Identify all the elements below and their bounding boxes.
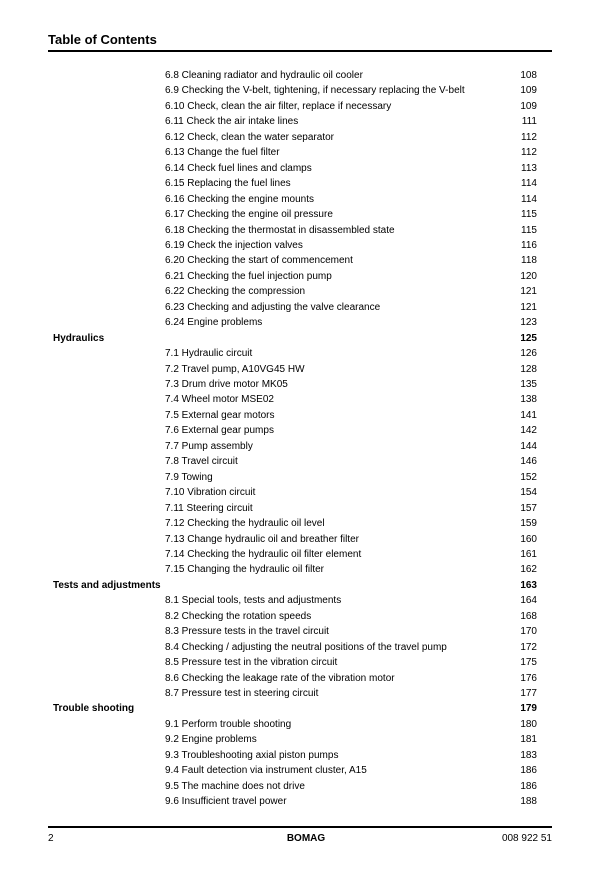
toc-entry-title: 6.11 Check the air intake lines [165,116,299,128]
toc-entry[interactable] [0,207,612,222]
toc-entry-title: 6.23 Checking and adjusting the valve clearance [165,301,381,313]
toc-entry[interactable] [0,671,612,686]
toc-entry-title: 7.11 Steering circuit [165,502,253,514]
toc-page-number: 120 [520,270,537,282]
toc-entry-title: 6.10 Check, clean the air filter, replace if necessary [165,100,392,112]
toc-entry-title: 6.24 Engine problems [165,317,263,329]
toc-page-number: 161 [520,548,537,560]
toc-page-number: 125 [520,332,537,344]
toc-entry-title: 8.3 Pressure tests in the travel circuit [165,626,329,638]
toc-entry[interactable] [0,83,612,98]
toc-page-number: 114 [521,178,537,190]
footer-page-number: 2 [48,833,54,844]
toc-entry[interactable] [0,763,612,778]
toc-entry[interactable] [0,624,612,639]
toc-entry-title: 7.13 Change hydraulic oil and breather filter [165,533,360,545]
toc-page-number: 157 [520,502,537,514]
toc-section-title: Tests and adjustments [53,579,161,591]
toc-page-number: 160 [520,533,537,545]
toc-page-number: 109 [520,85,537,97]
toc-entry[interactable] [0,192,612,207]
toc-page-number: 186 [520,780,537,792]
toc-page-number: 115 [521,224,537,236]
toc-entry-title: 7.2 Travel pump, A10VG45 HW [165,363,305,375]
toc-page-number: 163 [520,579,537,591]
toc-entry[interactable] [0,794,612,809]
toc-entry[interactable] [0,145,612,160]
toc-entry[interactable] [0,68,612,83]
toc-entry[interactable] [0,470,612,485]
toc-entry[interactable] [0,130,612,145]
toc-page-number: 181 [520,734,537,746]
toc-entry[interactable] [0,454,612,469]
toc-entry-title: 9.2 Engine problems [165,734,257,746]
footer-rule [48,826,552,828]
toc-entry-title: 7.8 Travel circuit [165,456,238,468]
toc-page-number: 138 [520,394,537,406]
toc-entry-title: 8.2 Checking the rotation speeds [165,610,312,622]
toc-page-number: 172 [520,641,537,653]
toc-page-number: 112 [521,131,537,143]
toc-entry[interactable] [0,223,612,238]
toc-page-number: 123 [520,317,537,329]
toc-entry-title: 6.18 Checking the thermostat in disassembled state [165,224,395,236]
toc-entry[interactable] [0,717,612,732]
toc-entry[interactable] [0,779,612,794]
toc-entry-title: 7.15 Changing the hydraulic oil filter [165,564,324,576]
toc-entry[interactable] [0,284,612,299]
toc-entry-title: 6.22 Checking the compression [165,286,306,298]
toc-entry-title: 9.1 Perform trouble shooting [165,718,292,730]
toc-entry[interactable] [0,748,612,763]
toc-entry-title: 7.6 External gear pumps [165,425,274,437]
toc-entry-title: 6.14 Check fuel lines and clamps [165,162,312,174]
toc-entry[interactable] [0,392,612,407]
toc-section-heading[interactable] [0,578,612,593]
toc-page-number: 154 [520,487,537,499]
toc-page-number: 176 [520,672,537,684]
toc-entry-title: 7.4 Wheel motor MSE02 [165,394,274,406]
toc-page-number: 162 [520,564,537,576]
toc-entry[interactable] [0,300,612,315]
page-title: Table of Contents [48,32,157,47]
toc-entry-title: 6.16 Checking the engine mounts [165,193,314,205]
toc-entry-title: 6.13 Change the fuel filter [165,147,280,159]
toc-page-number: 113 [521,162,537,174]
toc-entry-title: 7.10 Vibration circuit [165,487,256,499]
toc-entry-title: 8.4 Checking / adjusting the neutral positions of the travel pump [165,641,447,653]
toc-entry-title: 7.5 External gear motors [165,409,275,421]
toc-entry[interactable] [0,423,612,438]
toc-entry[interactable] [0,377,612,392]
footer-document-number: 008 922 51 [501,833,552,844]
toc-page-number: 115 [521,209,537,221]
toc-entry-title: 8.5 Pressure test in the vibration circuit [165,657,338,669]
toc-entry-title: 7.7 Pump assembly [165,440,253,452]
toc-page-number: 121 [520,286,537,298]
toc-page-number: 168 [520,610,537,622]
toc-entry[interactable] [0,640,612,655]
toc-page-number: 144 [520,440,537,452]
toc-entry[interactable] [0,161,612,176]
toc-entry[interactable] [0,485,612,500]
toc-entry-title: 6.20 Checking the start of commencement [165,255,353,267]
toc-entry-title: 6.19 Check the injection valves [165,239,303,251]
toc-entry-title: 8.6 Checking the leakage rate of the vibration motor [165,672,395,684]
toc-page-number: 128 [520,363,537,375]
toc-entry[interactable] [0,593,612,608]
toc-entry-title: 6.12 Check, clean the water separator [165,131,334,143]
toc-page-number: 180 [520,718,537,730]
toc-entry-title: 6.9 Checking the V-belt, tightening, if necessary replacing the V-belt [165,85,465,97]
toc-page-number: 111 [521,116,537,128]
toc-entry[interactable] [0,253,612,268]
toc-entry-title: 7.9 Towing [165,471,213,483]
toc-entry[interactable] [0,176,612,191]
toc-entry-title: 6.21 Checking the fuel injection pump [165,270,332,282]
toc-page-number: 183 [520,749,537,761]
footer [0,832,612,846]
toc-entry[interactable] [0,562,612,577]
toc-entry-title: 6.8 Cleaning radiator and hydraulic oil cooler [165,70,363,81]
toc-entry[interactable] [0,732,612,747]
toc-section-title: Trouble shooting [53,703,135,715]
toc-entry-title: 7.14 Checking the hydraulic oil filter element [165,548,362,560]
toc-entry[interactable] [0,346,612,361]
toc-page-number: 109 [520,100,537,112]
toc-entry-title: 9.6 Insufficient travel power [165,796,287,808]
toc-page-number: 114 [521,193,537,205]
toc-entry-title: 7.3 Drum drive motor MK05 [165,379,288,390]
toc-page-number: 164 [520,595,537,607]
toc-entry-title: 7.1 Hydraulic circuit [165,348,253,360]
toc-entry[interactable] [0,238,612,253]
toc-entry-title: 9.4 Fault detection via instrument cluster, A15 [165,765,367,777]
toc-entry-title: 6.15 Replacing the fuel lines [165,178,291,190]
toc-page-number: 126 [520,348,537,360]
toc-entry[interactable] [0,686,612,701]
toc-page-number: 186 [520,765,537,777]
toc-entry[interactable] [0,408,612,423]
toc-entry[interactable] [0,655,612,670]
toc-page-number: 146 [520,456,537,468]
toc-entry[interactable] [0,114,612,129]
toc-entry[interactable] [0,269,612,284]
toc-entry[interactable] [0,362,612,377]
toc-entry[interactable] [0,501,612,516]
toc-entry[interactable] [0,439,612,454]
toc-entry-title: 9.3 Troubleshooting axial piston pumps [165,749,339,761]
toc-section-heading[interactable] [0,701,612,716]
toc-entry[interactable] [0,315,612,330]
toc-page-number: 142 [520,425,537,437]
toc-entry[interactable] [0,516,612,531]
toc-page-number: 188 [520,796,537,808]
toc-page-number: 112 [521,147,537,159]
toc-page-number: 175 [520,657,537,669]
toc-page-number: 159 [520,518,537,530]
toc-page-number: 177 [520,688,537,699]
toc-entry[interactable] [0,99,612,114]
toc-page-number: 170 [520,626,537,638]
toc-entry-title: 9.5 The machine does not drive [165,780,305,792]
toc-entry-title: 8.7 Pressure test in steering circuit [165,688,319,699]
header-rule [48,50,552,52]
toc-entry[interactable] [0,609,612,624]
toc-page-number: 135 [520,379,537,390]
footer-brand: BOMAG [286,833,326,844]
toc-entry[interactable] [0,547,612,562]
toc-page-number: 121 [520,301,537,313]
toc-entry-title: 8.1 Special tools, tests and adjustments [165,595,342,607]
toc-entry-title: 6.17 Checking the engine oil pressure [165,209,333,221]
toc-page-number: 116 [521,239,537,251]
toc-page-number: 141 [520,409,537,421]
toc-page-number: 108 [520,70,537,81]
toc-page-number: 118 [521,255,537,267]
toc-section-heading[interactable] [0,331,612,346]
toc-entry-title: 7.12 Checking the hydraulic oil level [165,518,325,530]
toc-entry[interactable] [0,532,612,547]
toc-page-number: 152 [520,471,537,483]
toc-page-number: 179 [520,703,537,715]
toc-section-title: Hydraulics [53,332,105,344]
